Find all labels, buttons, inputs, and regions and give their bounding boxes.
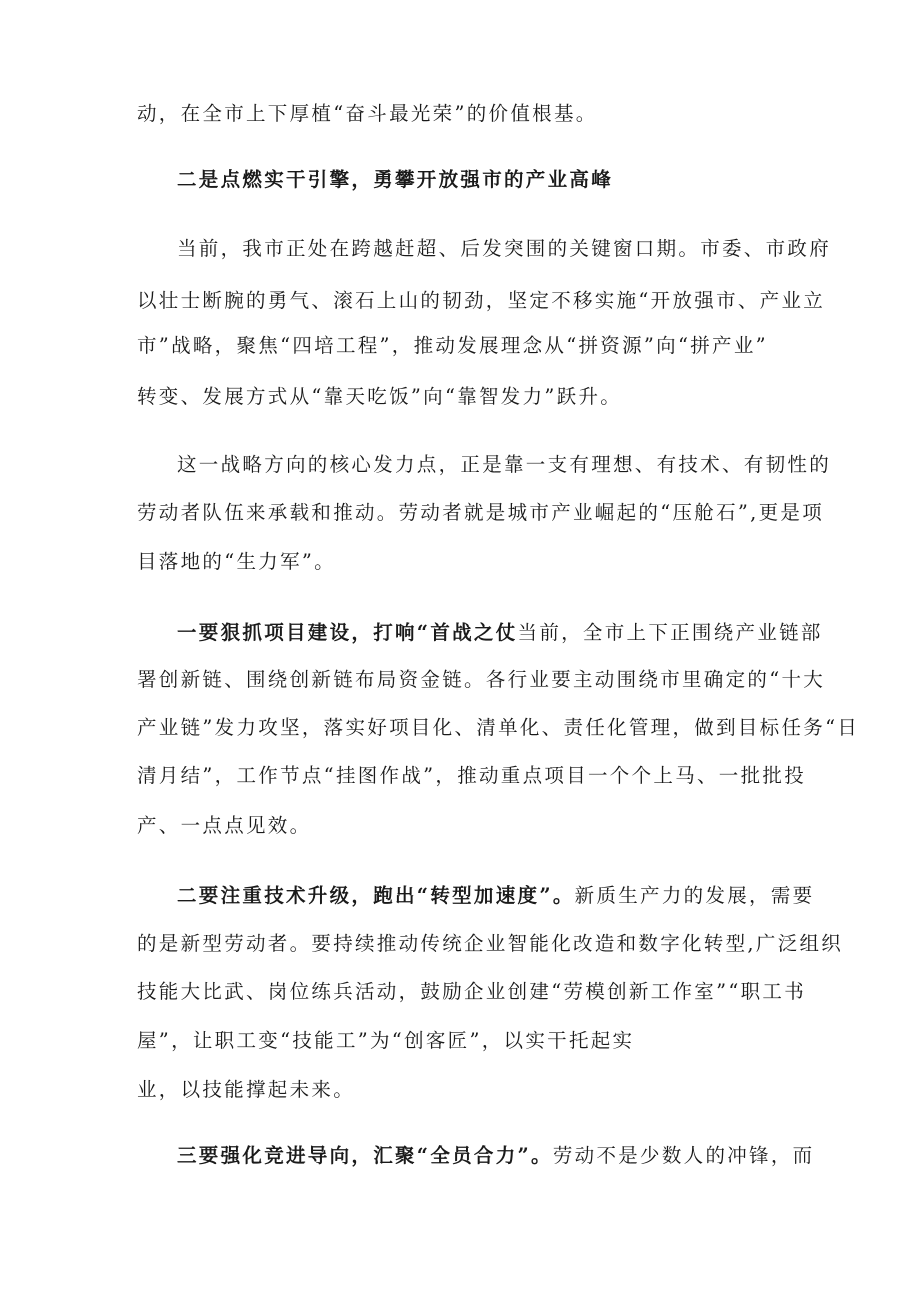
paragraph-line: 技能大比武、岗位练兵活动，鼓励企业创建“劳模创新工作室”“职工书 — [137, 980, 807, 1003]
paragraph-line: 业，以技能撑起未来。 — [137, 1078, 356, 1101]
paragraph-text: 当前，全市上下正围绕产业链部 — [517, 621, 823, 644]
paragraph-line: 动，在全市上下厚植“奋斗最光荣”的价值根基。 — [137, 102, 598, 125]
paragraph-line: 当前，我市正处在跨越赶超、后发突围的关键窗口期。市委、市政府 — [177, 237, 832, 260]
paragraph-line: 市”战略，聚焦“四培工程”，推动发展理念从“拼资源”向“拼产业” — [137, 334, 768, 357]
paragraph-line: 劳动者队伍来承载和推动。劳动者就是城市产业崛起的“压舱石”,更是项 — [137, 501, 825, 524]
section-heading: 二是点燃实干引擎，勇攀开放强市的产业高峰 — [177, 168, 614, 191]
inline-heading: 一要狠抓项目建设，打响“首战之仗 — [177, 621, 518, 644]
paragraph-line: 转变、发展方式从“靠天吃饭”向“靠智发力”跃升。 — [137, 385, 623, 408]
paragraph-line: 屋”，让职工变“技能工”为“创客匠”，以实干托起实 — [137, 1029, 635, 1052]
paragraph-line: 的是新型劳动者。要持续推动传统企业智能化改造和数字化转型,广泛组织 — [137, 932, 844, 955]
paragraph-line: 产业链”发力攻坚，落实好项目化、清单化、责任化管理，做到目标任务“日 — [137, 716, 860, 739]
paragraph-line — [177, 620, 823, 646]
paragraph-text: 劳动不是少数人的冲锋，而 — [552, 1144, 815, 1167]
paragraph-line: 产、一点点见效。 — [137, 814, 312, 837]
inline-heading: 二要注重技术升级，跑出“转型加速度”。 — [177, 884, 575, 907]
paragraph-line: 以壮士断腕的勇气、滚石上山的韧劲，坚定不移实施“开放强市、产业立 — [137, 289, 826, 312]
paragraph-line — [177, 883, 815, 909]
paragraph-line: 这一战略方向的核心发力点，正是靠一支有理想、有技术、有韧性的 — [177, 453, 832, 476]
inline-heading: 三要强化竞进导向，汇聚“全员合力”。 — [177, 1144, 553, 1167]
paragraph-line — [177, 1143, 815, 1169]
paragraph-line: 署创新链、围绕创新链布局资金链。各行业要主动围绕市里确定的“十大 — [137, 668, 826, 691]
paragraph-line: 清月结”，工作节点“挂图作战”，推动重点项目一个个上马、一批批投 — [137, 764, 807, 787]
paragraph-text: 新质生产力的发展，需要 — [574, 884, 815, 907]
paragraph-line: 目落地的“生力军”。 — [137, 550, 336, 573]
